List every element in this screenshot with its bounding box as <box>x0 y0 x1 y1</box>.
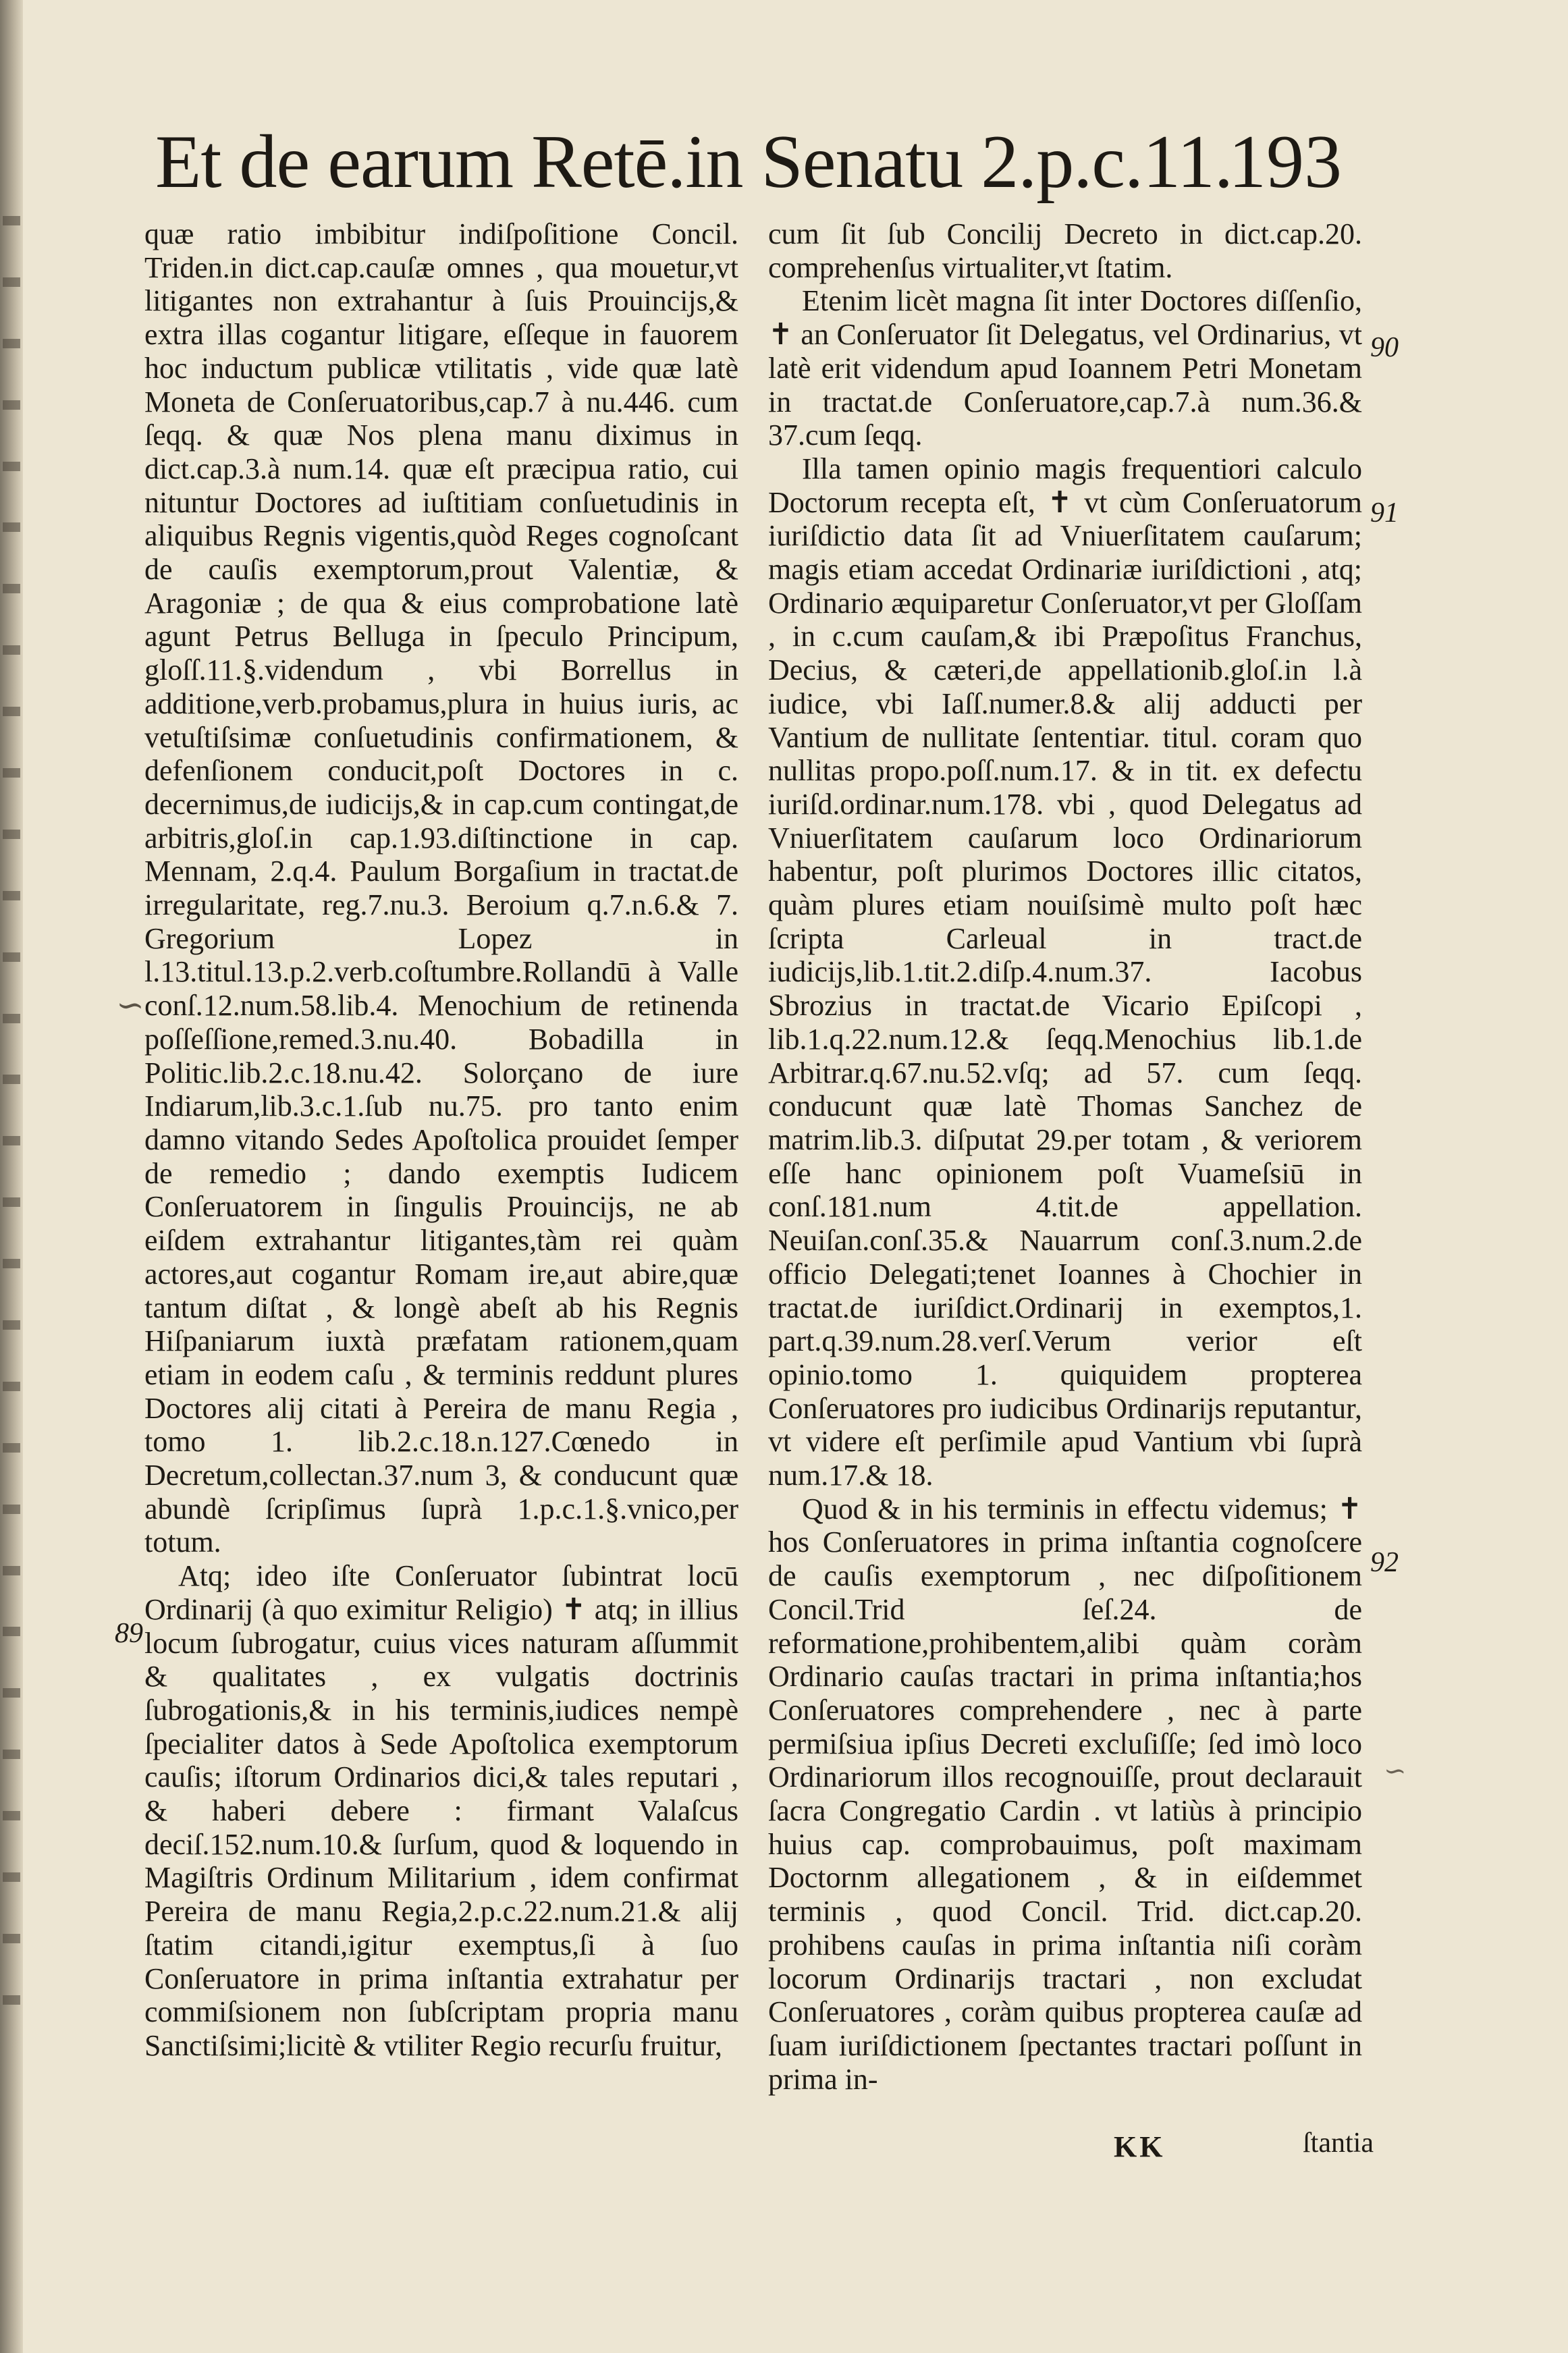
page-number: 193 <box>1228 120 1342 204</box>
margin-note-92: 92 <box>1370 1547 1399 1578</box>
bleed-through-mark: ∽ <box>116 986 144 1024</box>
left-column <box>144 217 738 2161</box>
right-paragraph-4: Quod & in his terminis in effectu videmus; ✝ hos Conſeruatores in prima inſtantia cognoſcere de cauſis exemptorum , nec diſpoſitionem Concil.Trid ſeſ.24. de reformatione,prohibentem,alibi quàm coràm Ordinario cauſas tractari in prima inſtantia;hos Conſeruatores comprehendere , nec à parte permiſsiua ipſius Decreti excluſiſſe; ſed imò loco Ordinariorum illos recognouiſſe, prout declarauit ſacra Congregatio Cardin . vt latiùs à principio huius cap. comprobauimus, poſt maximam Doctornm allegationem , & in eiſdemmet terminis , quod Concil. Trid. dict.cap.20. prohibens cauſas in prima inſtantia niſi coràm locorum Ordinarijs tractari , non excludat Conſeruatores , coràm quibus propterea cauſæ ad ſuam iuriſdictionem ſpectantes tractari poſſunt in prima in- <box>768 1492 1362 2096</box>
right-paragraph-1: cum ſit ſub Concilij Decreto in dict.cap.20. comprehenſus virtualiter,vt ſtatim. <box>768 217 1362 284</box>
book-gutter <box>0 0 23 2353</box>
signature-mark: KK <box>1114 2130 1166 2163</box>
facing-page-edge <box>3 216 20 2005</box>
margin-note-90: 90 <box>1370 332 1399 363</box>
left-paragraph-1: quæ ratio imbibitur indiſpoſitione Concil. Triden.in dict.cap.cauſæ omnes , qua mouetur,vt litigantes non extrahantur à ſuis Prouincijs,& extra illas cogantur litigare, eſſeque in fauorem hoc inductum publicæ vtilitatis , vide quæ latè Moneta de Conſeruatoribus,cap.7 à nu.446. cum ſeqq. & quæ Nos plena manu diximus in dict.cap.3.à num.14. quæ eſt præcipua ratio, cui nituntur Doctores ad iuſtitiam conſuetudinis in aliquibus Regnis vigentis,quòd Reges cognoſcant de cauſis exemptorum,prout Valentiæ, & Aragoniæ ; de qua & eius comprobatione latè agunt Petrus Belluga in ſpeculo Principum, gloſſ.11.§.videndum , vbi Borrellus in additione,verb.probamus,plura in huius iuris, ac vetuſtiſsimæ conſuetudinis confirmationem, & defenſionem conducit,poſt Doctores in c. decernimus,de iudicijs,& in cap.cum contingat,de arbitris,gloſ.in cap.1.93.diſtinctione in cap. Mennam, 2.q.4. Paulum Borgaſium in tractat.de irregularitate, reg.7.nu.3. Beroium q.7.n.6.& 7. Gregorium Lopez in l.13.titul.13.p.2.verb.coſtumbre.Rollandū à Valle conſ.12.num.58.lib.4. Menochium de retinenda poſſeſſione,remed.3.nu.40. Bobadilla in Politic.lib.2.c.18.nu.42. Solorçano de iure Indiarum,lib.3.c.1.ſub nu.75. pro tanto enim damno vitando Sedes Apoſtolica prouidet ſemper de remedio ; dando exemptis Iudicem Conſeruatorem in ſingulis Prouincijs, ne ab eiſdem extrahantur litigantes,tàm rei quàm actores,aut cogantur Romam ire,aut abire,quæ tantum diſtat , & longè abeſt ab his Regnis Hiſpaniarum iuxtà præfatam rationem,quam etiam in eodem caſu , & terminis reddunt plures Doctores alij citati à Pereira de manu Regia , tomo 1. lib.2.c.18.n.127.Cœnedo in Decretum,collectan.37.num 3, & conducunt quæ abundè ſcripſimus ſuprà 1.p.c.1.§.vnico,per totum. <box>144 217 738 1559</box>
bleed-through-mark: ∽ <box>1384 1756 1407 1786</box>
right-paragraph-3: Illa tamen opinio magis frequentiori calculo Doctorum recepta eſt, ✝ vt cùm Conſeruatorum iuriſdictio data ſit ad Vniuerſitatem cauſarum; magis etiam accedat Ordinariæ iuriſdictioni , atq; Ordinario æquiparetur Conſeruator,vt per Gloſſam , in c.cum cauſam,& ibi Præpoſitus Franchus, Decius, & cæteri,de appellationib.gloſ.in l.à iudice, vbi Iaſſ.numer.8.& alij adducti per Vantium de nullitate ſententiar. titul. coram quo nullitas propo.poſſ.num.17. & in tit. ex defectu iuriſd.ordinar.num.178. vbi , quod Delegatus ad Vniuerſitatem cauſarum loco Ordinariorum habentur, poſt plurimos Doctores illic citatos, quàm plures etiam nouiſsimè multo poſt hæc ſcripta Carleual in tract.de iudicijs,lib.1.tit.2.diſp.4.num.37. Iacobus Sbrozius in tractat.de Vicario Epiſcopi , lib.1.q.22.num.12.& ſeqq.Menochius lib.1.de Arbitrar.q.67.nu.52.vſq; ad 57. cum ſeqq. conducunt quæ latè Thomas Sanchez de matrim.lib.3. diſputat 29.per totam , & veriorem eſſe hanc opinionem poſt Vuameſsiū in conſ.181.num 4.tit.de appellation. Neuiſan.conſ.35.& Nauarrum conſ.3.num.2.de officio Delegati;tenet Ioannes à Chochier in tractat.de iuriſdict.Ordinarij in exemptos,1. part.q.39.num.28.verſ.Verum verior eſt opinio.tomo 1. quiquidem propterea Conſeruatores pro iudicibus Ordinarijs reputantur, vt videre eſt perſimile apud Vantium vbi ſuprà num.17.& 18. <box>768 452 1362 1492</box>
left-paragraph-2: Atq; ideo iſte Conſeruator ſubintrat locū Ordinarij (à quo eximitur Religio) ✝ atq; in illius locum ſubrogatur, cuius vices naturam aſſummit & qualitates , ex vulgatis doctrinis ſubrogationis,& in his terminis,iudices nempè ſpecialiter datos à Sede Apoſtolica exemptorum cauſis; iſtorum Ordinarios dici,& tales reputari , & haberi debere : firmant Valaſcus deciſ.152.num.10.& ſurſum, quod & loquendo in Magiſtris Ordinum Militarium , idem confirmat Pereira de manu Regia,2.p.c.22.num.21.& alij ſtatim citandi,igitur exemptus,ſi à ſuo Conſeruatore in prima inſtantia extrahatur per commiſsionem non ſubſcriptam propria manu Sanctiſsimi;licitè & vtiliter Regio recurſu fruitur, <box>144 1559 738 2062</box>
margin-note-89: 89 <box>115 1618 143 1649</box>
margin-note-91: 91 <box>1370 497 1399 529</box>
right-column <box>768 217 1362 2161</box>
running-title: Et de earum Retē.in Senatu 2.p.c.11. <box>155 120 1233 204</box>
right-paragraph-2: Etenim licèt magna ſit inter Doctores diſſenſio, ✝ an Conſeruator ſit Delegatus, vel Ordinarius, vt latè erit videndum apud Ioannem Petri Monetam in tractat.de Conſeruatore,cap.7.à num.36.& 37.cum ſeqq. <box>768 284 1362 452</box>
catchword: ſtantia <box>1303 2128 1374 2159</box>
